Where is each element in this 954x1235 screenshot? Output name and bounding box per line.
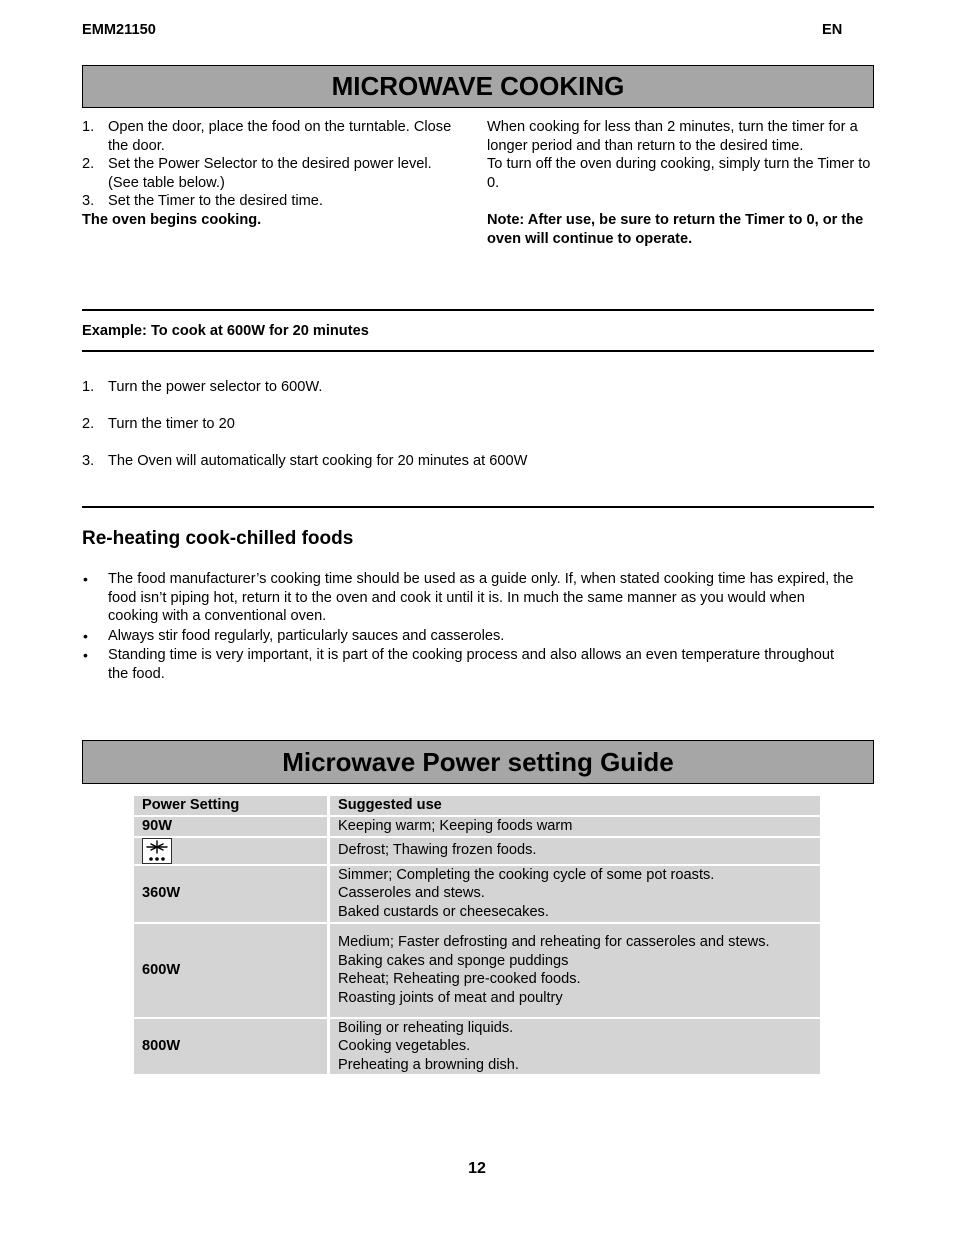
oven-begins-note: The oven begins cooking.	[82, 211, 262, 228]
use-line: Reheat; Reheating pre-cooked foods.	[338, 971, 581, 988]
example-title: Example: To cook at 600W for 20 minutes	[82, 323, 369, 339]
power-cell	[134, 838, 330, 866]
step-number: 1.	[82, 119, 95, 135]
step-text: Turn the power selector to 600W.	[108, 379, 323, 395]
cooking-steps-list	[82, 118, 462, 211]
table-row	[134, 817, 820, 838]
step-text: The Oven will automatically start cooking for 20 minutes at 600W	[108, 452, 528, 469]
power-cell: 600W	[134, 924, 330, 1019]
bullet-text: The food manufacturer’s cooking time should be used as a guide only. If, when stated cooking time has expired, the food isn’t piping hot, return it to the oven and cook it until it is. In much the same manner as you would when cooking with a conventional oven.	[108, 571, 854, 625]
table-row	[134, 924, 820, 1019]
bullet-icon: •	[83, 627, 88, 644]
list-item	[82, 415, 874, 434]
example-steps-list	[82, 378, 874, 489]
divider	[82, 309, 874, 311]
column-header-use: Suggested use	[330, 796, 820, 817]
spacer	[487, 192, 874, 211]
table-header-row	[134, 796, 820, 817]
table-row	[134, 1019, 820, 1077]
use-line: Roasting joints of meat and poultry	[338, 989, 563, 1006]
step-number: 3.	[82, 452, 95, 469]
power-cell: 90W	[134, 817, 330, 838]
divider	[82, 506, 874, 508]
divider	[82, 350, 874, 352]
page-number: 12	[468, 1160, 486, 1177]
reheating-bullet-list	[82, 570, 854, 685]
list-item	[82, 378, 874, 397]
use-line: Casseroles and stews.	[338, 885, 485, 902]
document-model-number: EMM21150	[82, 22, 156, 38]
use-line: Medium; Faster defrosting and reheating for casseroles and stews.	[338, 933, 770, 950]
list-item	[82, 570, 854, 626]
step-text: Set the Timer to the desired time.	[108, 193, 323, 210]
use-line: Boiling or reheating liquids.	[338, 1019, 514, 1036]
use-line: Preheating a browning dish.	[338, 1056, 519, 1073]
list-item	[82, 452, 874, 471]
power-setting-table	[134, 796, 820, 1076]
list-item	[82, 155, 462, 192]
step-number: 1.	[82, 379, 95, 395]
list-item	[82, 627, 854, 646]
bullet-icon: •	[83, 571, 88, 587]
table-row	[134, 866, 820, 924]
section-title-microwave-cooking: MICROWAVE COOKING	[82, 65, 874, 108]
table-row	[134, 838, 820, 866]
use-cell	[330, 924, 820, 1019]
step-number: 2.	[82, 156, 95, 173]
reheating-section-heading: Re-heating cook-chilled foods	[82, 528, 354, 549]
section-title-power-guide: Microwave Power setting Guide	[82, 740, 874, 784]
use-line: Cooking vegetables.	[338, 1038, 471, 1055]
step-number: 2.	[82, 415, 95, 432]
list-item	[82, 646, 854, 683]
bullet-text: Always stir food regularly, particularly sauces and casseroles.	[108, 627, 505, 644]
use-cell	[330, 817, 820, 838]
use-line: Keeping warm; Keeping foods warm	[338, 817, 573, 834]
step-text: Set the Power Selector to the desired power level.(See table below.)	[108, 156, 432, 191]
power-cell: 360W	[134, 866, 330, 924]
list-item	[82, 192, 462, 211]
column-header-power: Power Setting	[134, 796, 330, 817]
power-cell: 800W	[134, 1019, 330, 1077]
use-cell	[330, 866, 820, 924]
use-line: Simmer; Completing the cooking cycle of some pot roasts.	[338, 866, 715, 883]
step-number: 3.	[82, 193, 95, 210]
cooking-notes-column	[487, 118, 874, 248]
defrost-icon	[142, 838, 172, 864]
use-line: Defrost; Thawing frozen foods.	[338, 842, 537, 859]
use-line: Baked custards or cheesecakes.	[338, 903, 549, 920]
step-text: Turn the timer to 20	[108, 415, 235, 432]
cooking-steps-column	[82, 118, 462, 230]
use-line: Baking cakes and sponge puddings	[338, 952, 569, 969]
use-cell	[330, 1019, 820, 1077]
step-text: Open the door, place the food on the turntable. Close the door.	[108, 119, 452, 154]
bullet-icon: •	[83, 647, 88, 664]
list-item	[82, 118, 462, 155]
use-cell	[330, 838, 820, 866]
timer-warning-note: Note: After use, be sure to return the Timer to 0, or the oven will continue to operate.	[487, 211, 864, 247]
short-cooking-tip: When cooking for less than 2 minutes, turn the timer for a longer period and than return to the desired time.	[487, 119, 858, 154]
bullet-text: Standing time is very important, it is part of the cooking process and also allows an even temperature throughout the food.	[108, 647, 835, 682]
document-language: EN	[822, 22, 843, 38]
turn-off-tip: To turn off the oven during cooking, simply turn the Timer to 0.	[487, 156, 871, 191]
